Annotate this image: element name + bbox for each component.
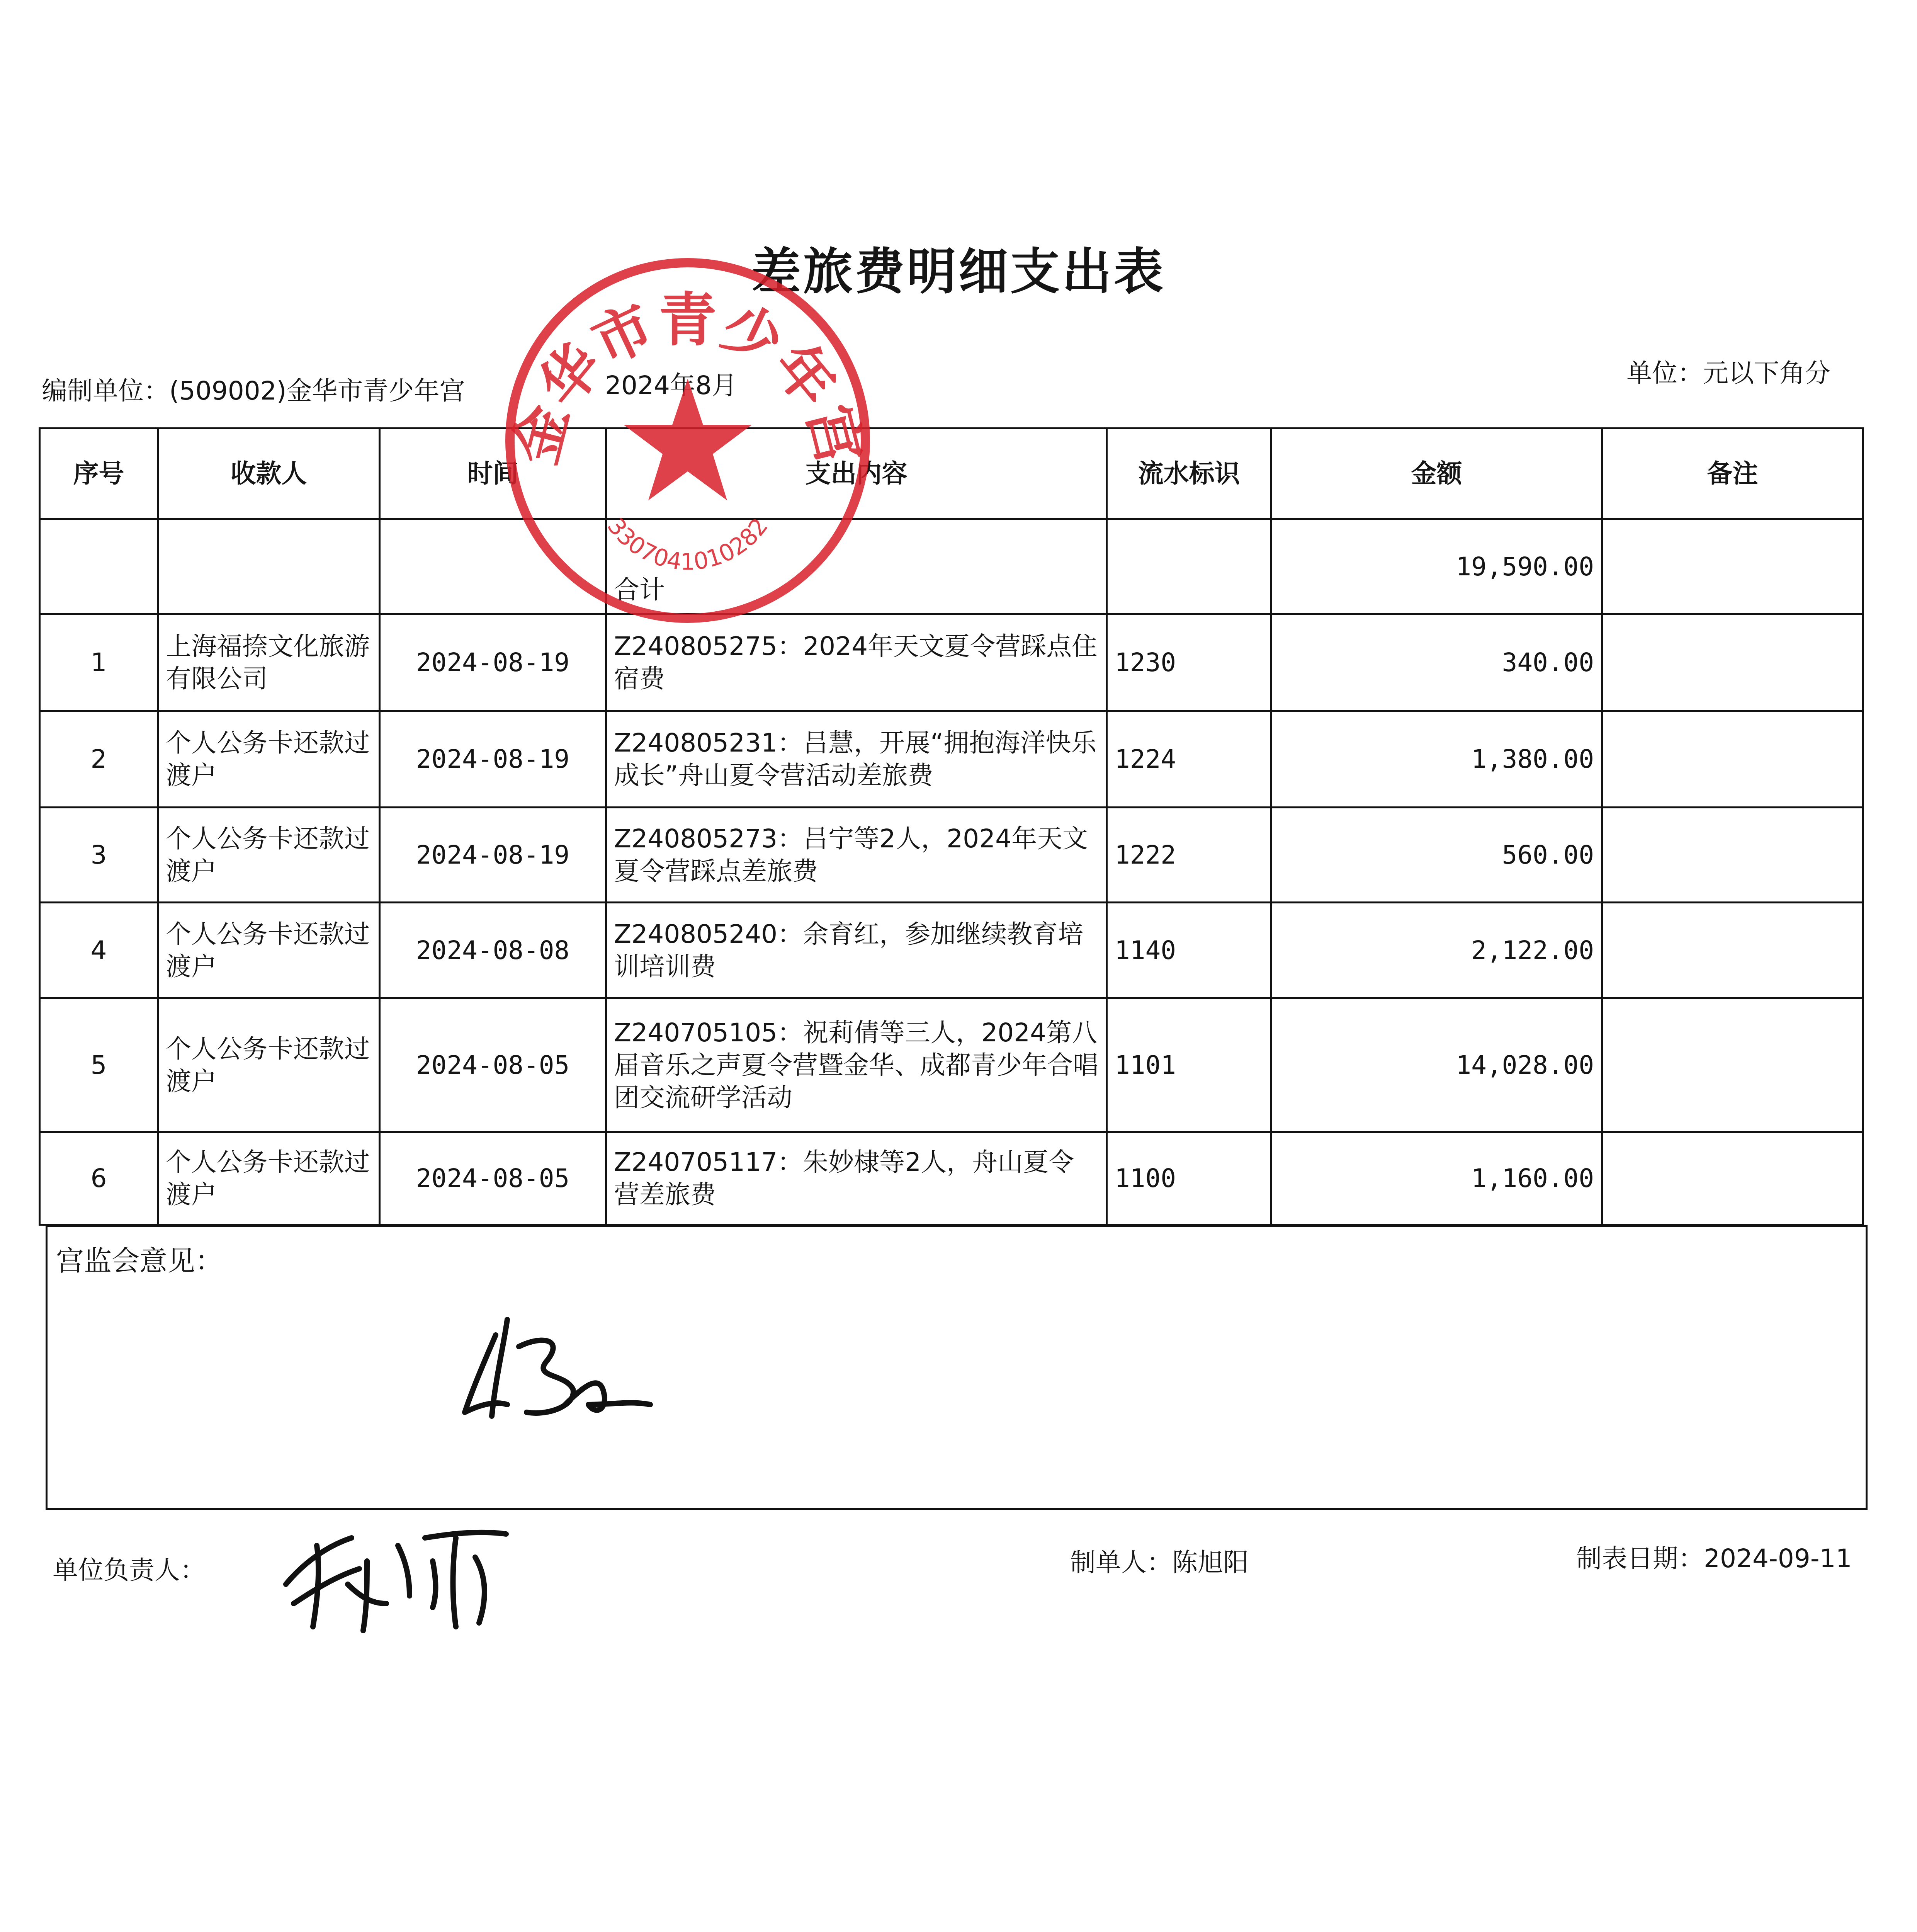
row-date: 2024-08-05 — [380, 1132, 606, 1225]
row-remark — [1602, 998, 1863, 1132]
table-row — [40, 614, 1863, 711]
row-payee: 个人公务卡还款过渡户 — [158, 808, 380, 903]
total-amount: 19,590.00 — [1271, 519, 1602, 614]
header-content: 支出内容 — [606, 429, 1107, 519]
row-remark — [1602, 614, 1863, 711]
row-amount: 2,122.00 — [1271, 903, 1602, 998]
row-amount: 1,160.00 — [1271, 1132, 1602, 1225]
row-flow-id: 1140 — [1107, 903, 1271, 998]
leader-label: 单位负责人： — [53, 1555, 206, 1585]
preparer: 制单人：陈旭阳 — [1070, 1548, 1249, 1577]
table-row — [40, 903, 1863, 998]
row-date: 2024-08-05 — [380, 998, 606, 1132]
header-remark: 备注 — [1602, 429, 1863, 519]
table-row — [40, 1132, 1863, 1225]
official-seal — [479, 232, 896, 649]
period: 2024年8月 — [605, 371, 737, 400]
seal-code: 3307041010282 — [602, 513, 774, 576]
total-label: 合计 — [606, 519, 1107, 614]
row-content: Z240805273：吕宁等2人，2024年天文夏令营踩点差旅费 — [606, 808, 1107, 903]
row-content: Z240805231：吕慧，开展“拥抱海洋快乐成长”舟山夏令营活动差旅费 — [606, 711, 1107, 808]
row-no: 5 — [40, 998, 158, 1132]
row-content: Z240805275：2024年天文夏令营踩点住宿费 — [606, 614, 1107, 711]
total-flow-cell — [1107, 519, 1271, 614]
row-remark — [1602, 1132, 1863, 1225]
row-content: Z240705117：朱妙棣等2人，舟山夏令营差旅费 — [606, 1132, 1107, 1225]
row-flow-id: 1101 — [1107, 998, 1271, 1132]
header-amount: 金额 — [1271, 429, 1602, 519]
row-no: 4 — [40, 903, 158, 998]
header-date: 时间 — [380, 429, 606, 519]
row-date: 2024-08-19 — [380, 808, 606, 903]
row-date: 2024-08-08 — [380, 903, 606, 998]
row-flow-id: 1224 — [1107, 711, 1271, 808]
row-no: 6 — [40, 1132, 158, 1225]
row-content: Z240805240：余育红，参加继续教育培训培训费 — [606, 903, 1107, 998]
row-payee: 个人公务卡还款过渡户 — [158, 903, 380, 998]
org-label-text: 编制单位： — [42, 376, 169, 406]
header-no: 序号 — [40, 429, 158, 519]
row-flow-id: 1222 — [1107, 808, 1271, 903]
row-date: 2024-08-19 — [380, 614, 606, 711]
row-payee: 上海福捺文化旅游有限公司 — [158, 614, 380, 711]
leader-signature — [270, 1515, 518, 1638]
row-amount: 14,028.00 — [1271, 998, 1602, 1132]
unit-label: 单位：元以下角分 — [1626, 358, 1830, 388]
row-amount: 340.00 — [1271, 614, 1602, 711]
seal-star-icon — [624, 379, 751, 500]
row-payee: 个人公务卡还款过渡户 — [158, 1132, 380, 1225]
row-amount: 560.00 — [1271, 808, 1602, 903]
row-payee: 个人公务卡还款过渡户 — [158, 998, 380, 1132]
seal-text: 金华市青少年宫 — [501, 287, 874, 471]
table-header-row — [40, 429, 1863, 519]
header-payee: 收款人 — [158, 429, 380, 519]
org-value: (509002)金华市青少年宫 — [169, 376, 465, 406]
total-no-cell — [40, 519, 158, 614]
expense-table — [39, 427, 1864, 1226]
org-label — [42, 370, 465, 407]
row-payee: 个人公务卡还款过渡户 — [158, 711, 380, 808]
row-no: 1 — [40, 614, 158, 711]
row-no: 2 — [40, 711, 158, 808]
supervisor-signature — [449, 1289, 666, 1451]
row-flow-id: 1230 — [1107, 614, 1271, 711]
row-flow-id: 1100 — [1107, 1132, 1271, 1225]
table-row — [40, 808, 1863, 903]
row-remark — [1602, 903, 1863, 998]
report-date: 制表日期：2024-09-11 — [1576, 1544, 1852, 1573]
total-payee-cell — [158, 519, 380, 614]
row-amount: 1,380.00 — [1271, 711, 1602, 808]
row-no: 3 — [40, 808, 158, 903]
total-row — [40, 519, 1863, 614]
header-flow-id: 流水标识 — [1107, 429, 1271, 519]
row-content: Z240705105：祝莉倩等三人，2024第八届音乐之声夏令营暨金华、成都青少年合唱团交流研学活动 — [606, 998, 1107, 1132]
row-remark — [1602, 711, 1863, 808]
supervision-opinion-box — [46, 1225, 1868, 1510]
opinion-label: 宫监会意见： — [56, 1245, 223, 1277]
table-row — [40, 998, 1863, 1132]
document-title: 差旅费明细支出表 — [751, 243, 1166, 301]
row-date: 2024-08-19 — [380, 711, 606, 808]
table-row — [40, 711, 1863, 808]
row-remark — [1602, 808, 1863, 903]
total-remark-cell — [1602, 519, 1863, 614]
